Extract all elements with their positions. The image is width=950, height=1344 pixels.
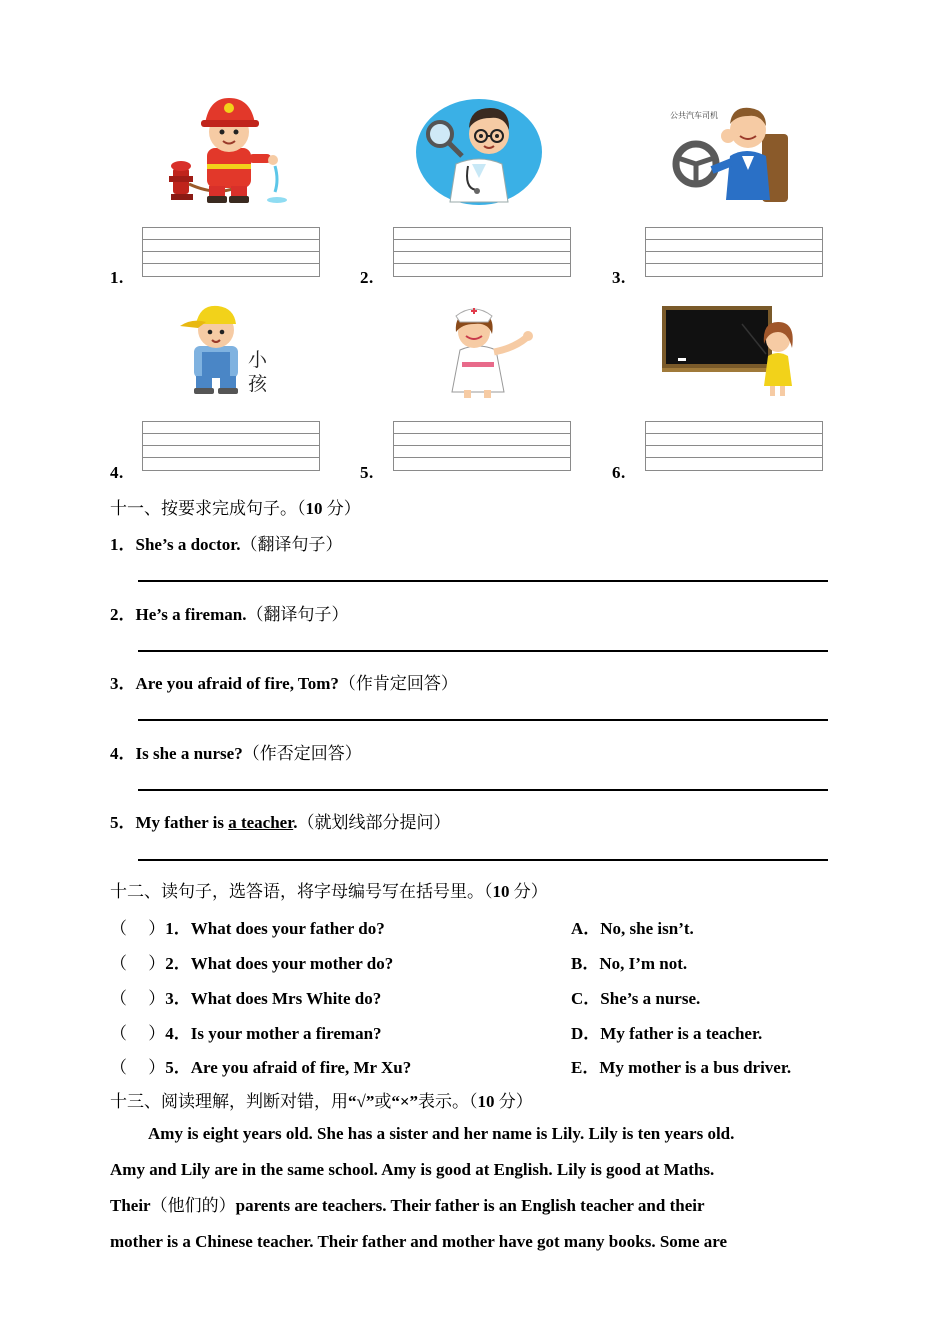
answer-option: B．No, I’m not. [571,954,688,973]
reading-passage [110,1116,830,1260]
answer-bracket[interactable]: （ ） [110,919,166,938]
answer-bracket[interactable]: （ ） [110,989,166,1008]
answer-line[interactable] [138,859,828,861]
bus-driver-icon [666,100,796,206]
writing-lines[interactable] [142,421,320,471]
passage-line: Amy is eight years old. She has a sister and her name is Lily. Lily is ten years old. [148,1124,735,1143]
fireman-icon [165,96,290,206]
question-row: （ ）2．What does your mother do? [110,954,394,973]
sentence-item: 5．My father is a teacher.（就划线部分提问） [110,813,451,832]
answer-line[interactable] [138,789,828,791]
question-row: （ ）5．Are you afraid of fire, Mr Xu? [110,1058,412,1077]
answer-bracket[interactable]: （ ） [110,1024,166,1043]
child-icon [172,300,282,400]
answer-option: E．My mother is a bus driver. [571,1058,792,1077]
picture-number: 4 [110,463,119,482]
passage-line: mother is a Chinese teacher. Their father and mother have got many books. Some are [110,1232,728,1251]
question-row: （ ）1．What does your father do? [110,919,385,938]
answer-option: D．My father is a teacher. [571,1024,763,1043]
svg-text:孩: 孩 [248,373,268,395]
answer-line[interactable] [138,580,828,582]
writing-lines[interactable] [393,227,571,277]
section-12-title: 十二、读句子，选答语，将字母编号写在括号里。（10 分） [110,882,548,901]
picture-number: 5 [360,463,369,482]
passage-line: Amy and Lily are in the same school. Amy is good at English. Lily is good at Maths. [110,1160,715,1179]
writing-lines[interactable] [142,227,320,277]
sentence-item: 4．Is she a nurse?（作否定回答） [110,744,362,763]
answer-bracket[interactable]: （ ） [110,954,166,973]
writing-lines[interactable] [645,227,823,277]
question-row: （ ）4．Is your mother a fireman? [110,1024,382,1043]
sentence-item: 1．She’s a doctor.（翻译句子） [110,535,343,554]
svg-text:小: 小 [248,349,268,371]
passage-line: Their（他们的）parents are teachers. Their father is an English teacher and their [110,1196,705,1215]
section-13-title: 十三、阅读理解，判断对错，用“√”或“×”表示。（10 分） [110,1092,533,1111]
picture-number: 2 [360,268,369,287]
answer-line[interactable] [138,719,828,721]
writing-lines[interactable] [645,421,823,471]
sentence-item: 2．He’s a fireman.（翻译句子） [110,605,349,624]
teacher-icon [662,304,802,400]
bus-driver-caption: 公共汽车司机 [670,111,718,120]
section-11-title: 十一、按要求完成句子。（10 分） [110,499,361,518]
answer-option: C．She’s a nurse. [571,989,701,1008]
underlined-part: a teacher [228,813,294,832]
answer-bracket[interactable]: （ ） [110,1058,166,1077]
answer-line[interactable] [138,650,828,652]
picture-number: 1 [110,268,119,287]
writing-lines[interactable] [393,421,571,471]
nurse-icon [422,302,540,400]
picture-number: 6 [612,463,621,482]
sentence-item: 3．Are you afraid of fire, Tom?（作肯定回答） [110,674,458,693]
answer-option: A．No, she isn’t. [571,919,694,938]
doctor-icon [414,98,544,206]
question-row: （ ）3．What does Mrs White do? [110,989,382,1008]
picture-number: 3 [612,268,621,287]
